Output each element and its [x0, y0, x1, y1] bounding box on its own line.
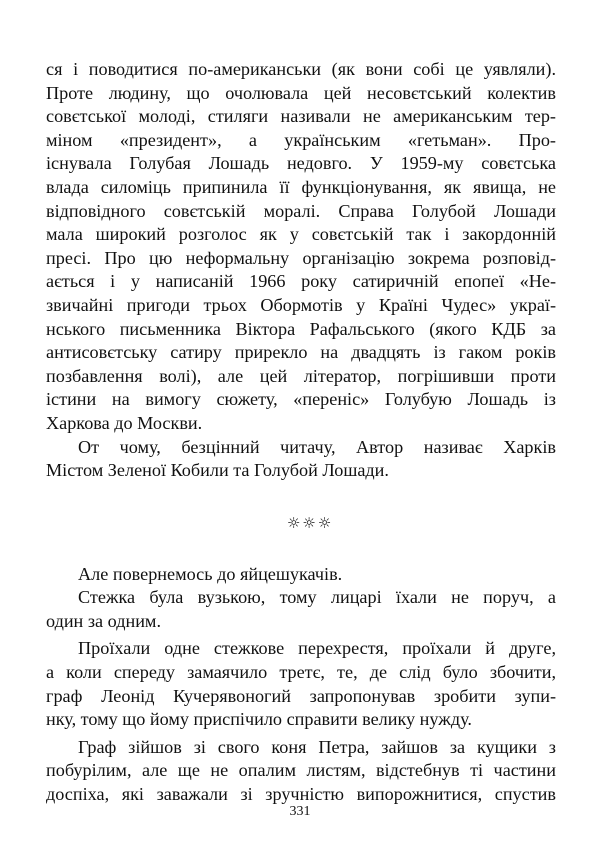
text-line: істини на вимогу сюжету, «переніс» Голубую Лошадь із	[46, 389, 556, 410]
text-line: Стежка була вузькою, тому лицарі їхали не поруч, а	[78, 587, 556, 608]
text-line: нку, тому що йому приспічило справити велику нужду.	[46, 709, 472, 730]
text-line: ається і у написаній 1966 року сатиричній епопеї «Не-	[46, 271, 556, 292]
paragraph	[46, 563, 556, 587]
text-line: а коли спереду замаячило третє, те, де слід було збочити,	[46, 662, 556, 683]
book-page	[46, 58, 556, 807]
paragraph	[46, 736, 556, 807]
paragraph	[46, 436, 556, 483]
text-line: нського письменника Віктора Рафальського (якого КДБ за	[46, 318, 556, 339]
text-line: міном «президент», а українським «гетьман». Про-	[46, 129, 556, 150]
section-divider: ☼☼☼	[286, 513, 334, 532]
text-line: Містом Зеленої Кобили та Голубой Лошади.	[46, 460, 389, 481]
text-line: побурілим, але ще не опалим листям, відстебнув ті частини	[46, 760, 556, 781]
text-line: От чому, безцінний читачу, Автор називає Харків	[78, 436, 556, 457]
text-line: доспіха, які заважали зі зручністю випорожнитися, спустив	[46, 784, 556, 805]
page-number: 331	[289, 804, 311, 819]
text-line: Але повернемось до яйцешукачів.	[78, 563, 343, 584]
text-line: совєтської молоді, стиляги називали не американським тер-	[46, 106, 556, 127]
text-line: звичайні пригоди трьох Обормотів у Країні Чудес» украї-	[46, 294, 556, 315]
paragraph	[46, 58, 556, 436]
text-line: один за одним.	[46, 610, 161, 631]
text-line: пресі. Про цю неформальну організацію зокрема розповід-	[46, 247, 556, 268]
text-line: відповідного совєтській моралі. Справа Голубой Лошади	[46, 200, 556, 221]
text-line: мала широкий розголос як у совєтській так і закордонній	[46, 224, 556, 245]
paragraph	[46, 586, 556, 633]
text-line: граф Леонід Кучерявоногий запропонував зробити зупи-	[46, 685, 556, 706]
text-line: Граф зійшов зі свого коня Петра, зайшов за кущики з	[78, 736, 556, 757]
text-line: Проте людину, що очолювала цей несовєтський колектив	[46, 82, 556, 103]
text-line: антисовєтську сатиру прирекло на двадцять із гаком років	[46, 342, 556, 363]
text-line: позбавлення волі), але цей літератор, погрішивши проти	[46, 365, 556, 386]
text-line: Харкова до Москви.	[46, 412, 203, 433]
text-line: Проїхали одне стежкове перехрестя, проїхали й друге,	[78, 638, 556, 659]
text-line: ся і поводитися по-американськи (як вони собі це уявляли).	[46, 59, 556, 79]
text-line: існувала Голубая Лошадь недовго. У 1959-му совєтська	[46, 153, 556, 174]
text-line: влада силоміць припинила її функціонування, як явища, не	[46, 176, 556, 197]
paragraph	[46, 637, 556, 731]
